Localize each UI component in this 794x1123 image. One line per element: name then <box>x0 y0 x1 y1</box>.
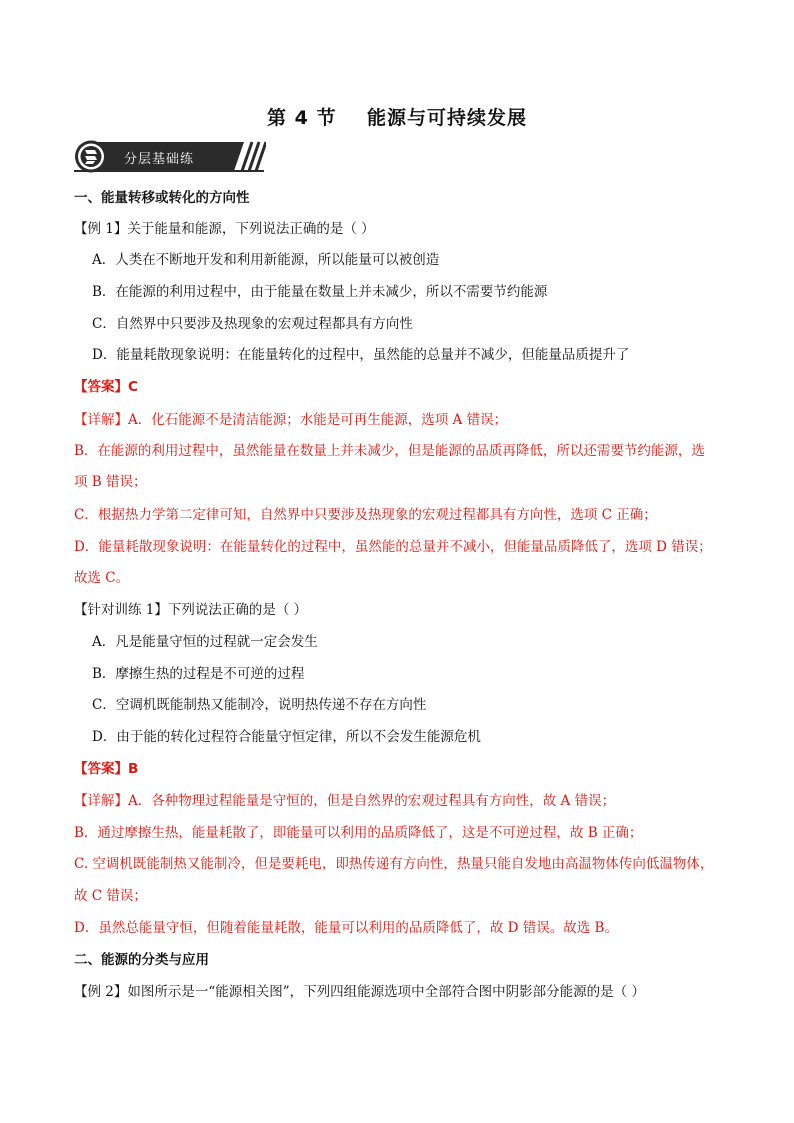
option-d: D．能量耗散现象说明：在能量转化的过程中，虽然能的总量并不减少，但能量品质提升了 <box>92 347 630 363</box>
option-a: A．凡是能量守恒的过程就一定会发生 <box>92 634 318 650</box>
option-c: C．空调机既能制热又能制冷，说明热传递不存在方向性 <box>92 697 427 713</box>
page-title: 第 4 节 能源与可持续发展 <box>267 107 527 129</box>
explanation-line: C. 空调机既能制热又能制冷，但是要耗电，即热传递有方向性，热量只能自发地由高温物体传向低温物体， <box>74 856 714 872</box>
option-b: B．摩擦生热的过程是不可逆的过程 <box>92 666 305 682</box>
example-question: 【例 2】如图所示是一“能源相关图”，下列四组能源选项中全部符合图中阴影部分能源的是（ ） <box>74 984 645 1000</box>
explanation-line: 【详解】A．各种物理过程能量是守恒的，但是自然界的宏观过程具有方向性，故 A 错误； <box>74 793 616 809</box>
option-a: A．人类在不断地开发和利用新能源，所以能量可以被创造 <box>92 252 440 268</box>
section-heading: 二、能源的分类与应用 <box>74 952 209 968</box>
option-c: C．自然界中只要涉及热现象的宏观过程都具有方向性 <box>92 316 413 332</box>
option-d: D．由于能的转化过程符合能量守恒定律，所以不会发生能源危机 <box>92 729 481 745</box>
explanation-line: 故 C 错误； <box>74 888 147 904</box>
section-heading: 一、能量转移或转化的方向性 <box>74 190 250 206</box>
explanation-line: B．通过摩擦生热，能量耗散了，即能量可以利用的品质降低了，这是不可逆过程，故 B 正确； <box>74 825 643 841</box>
explanation-line: D．虽然总能量守恒，但随着能量耗散，能量可以利用的品质降低了，故 D 错误。故选 B。 <box>74 920 618 936</box>
explanation-line: D．能量耗散现象说明：在能量转化的过程中，虽然能的总量并不减小，但能量品质降低了，选项 D 错误； <box>74 539 712 555</box>
explanation-line: C．根据热力学第二定律可知，自然界中只要涉及热现象的宏观过程都具有方向性，选项 C 正确； <box>74 507 657 523</box>
explanation-line: 故选 C。 <box>74 570 130 586</box>
example-question: 【例 1】关于能量和能源，下列说法正确的是（ ） <box>74 221 375 237</box>
banner-label: 分层基础练 <box>124 152 195 167</box>
training-question: 【针对训练 1】下列说法正确的是（ ） <box>74 602 308 618</box>
answer-label: 【答案】C <box>74 379 138 395</box>
explanation-line: B．在能源的利用过程中，虽然能量在数量上并未减少，但是能源的品质再降低，所以还需要节约能源，选 <box>74 443 705 459</box>
answer-label: 【答案】B <box>74 761 139 777</box>
explanation-line: 项 B 错误； <box>74 474 147 490</box>
explanation-line: 【详解】A．化石能源不是清洁能源；水能是可再生能源，选项 A 错误； <box>74 412 508 428</box>
option-b: B．在能源的利用过程中，由于能量在数量上并未减少，所以不需要节约能源 <box>92 284 548 300</box>
layers-icon <box>75 141 107 173</box>
